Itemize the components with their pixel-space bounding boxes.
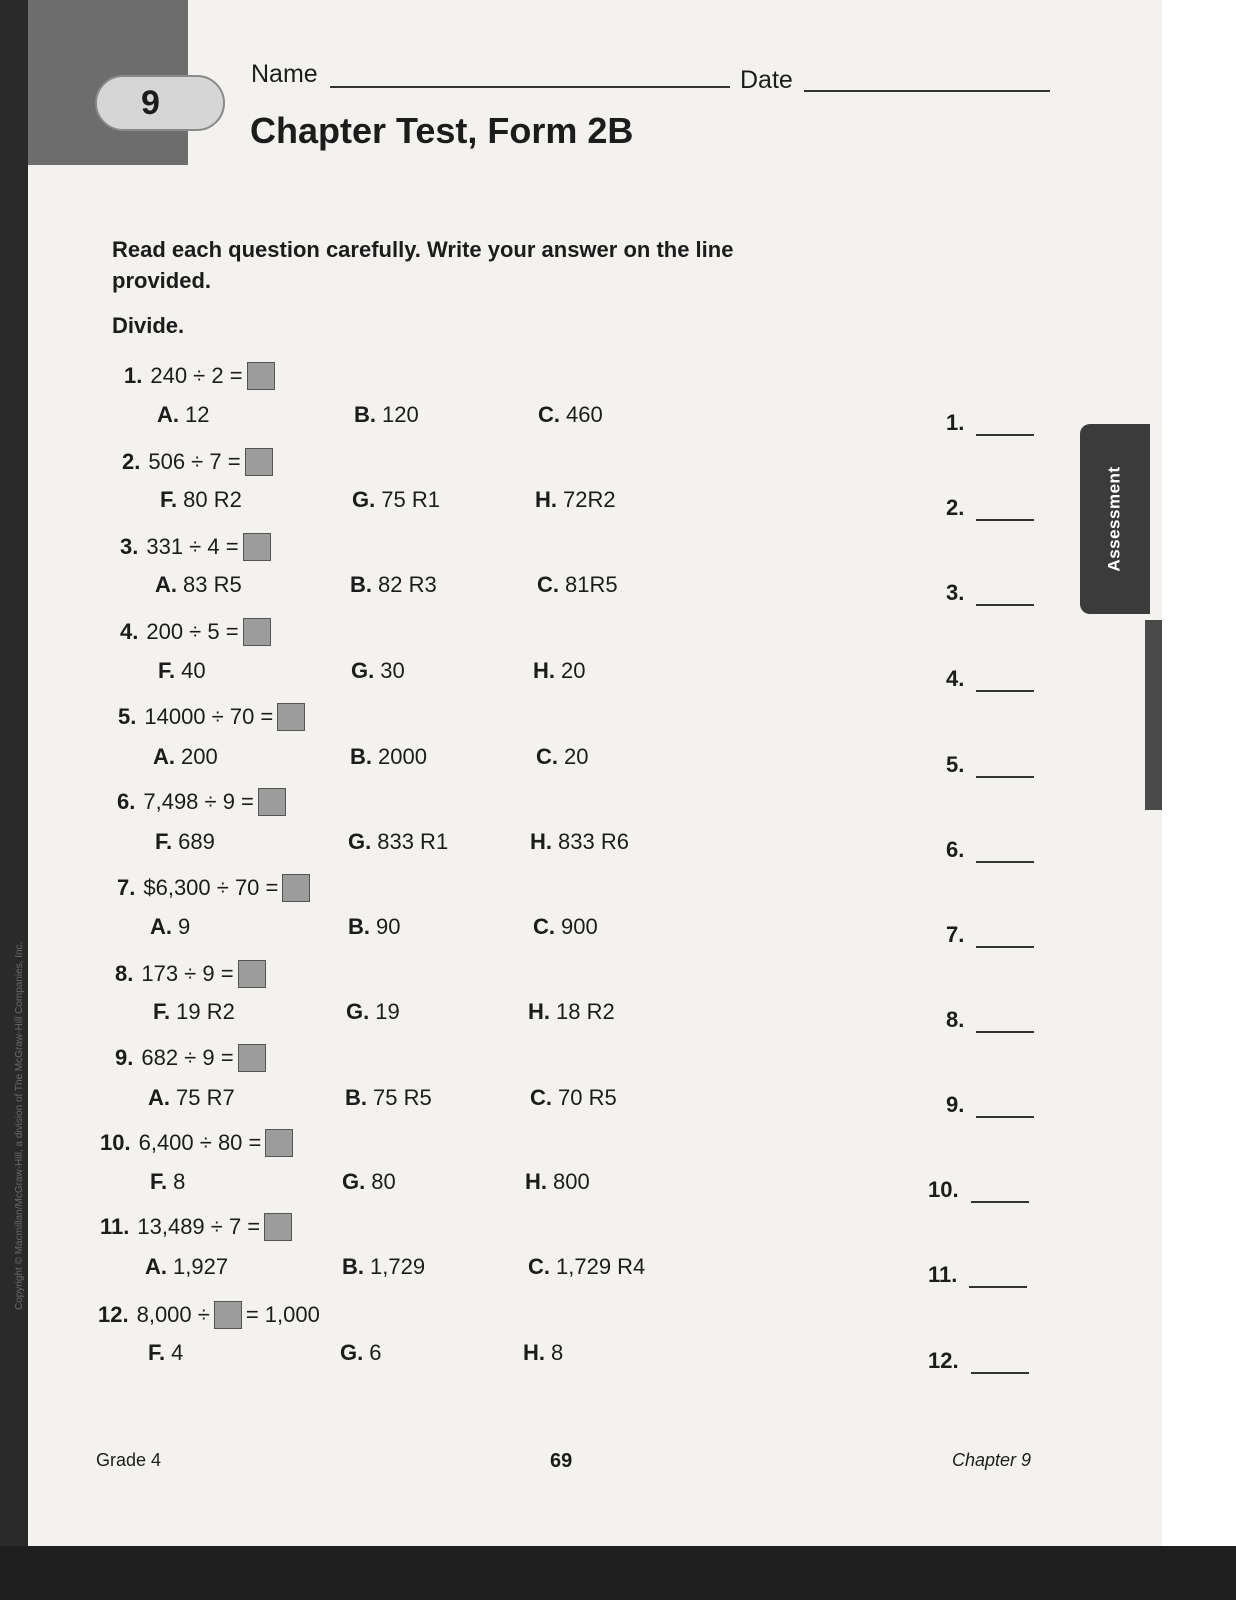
question-number: 10.: [100, 1130, 131, 1155]
choice-option[interactable]: [348, 829, 448, 855]
choice-option[interactable]: [538, 402, 603, 428]
question-expression: $6,300 ÷ 70 =: [143, 875, 279, 900]
question-7: [117, 874, 314, 902]
date-field[interactable]: [804, 90, 1050, 92]
choice-letter: C.: [528, 1254, 550, 1279]
choice-value: 120: [382, 402, 419, 427]
choice-option[interactable]: [536, 744, 588, 770]
choice-option[interactable]: [342, 1254, 425, 1280]
answer-line-6[interactable]: [946, 837, 1034, 863]
choice-value: 18 R2: [556, 999, 615, 1024]
answer-box-icon: [214, 1301, 242, 1329]
choice-option[interactable]: [153, 744, 218, 770]
choice-letter: G.: [346, 999, 370, 1024]
answer-line-2[interactable]: [946, 495, 1034, 521]
choice-letter: B.: [354, 402, 376, 427]
page-number: 69: [550, 1450, 573, 1472]
answer-blank[interactable]: [976, 1098, 1034, 1118]
answer-label: 1.: [946, 410, 965, 435]
question-number: 12.: [98, 1302, 129, 1327]
page-title: Chapter Test, Form 2B: [250, 110, 634, 151]
choice-value: 30: [380, 658, 405, 683]
question-expression: 173 ÷ 9 =: [141, 961, 234, 986]
page-bottom-edge: [0, 1546, 1236, 1600]
question-number: 8.: [115, 961, 134, 986]
question-9: [115, 1044, 270, 1072]
choice-letter: F.: [158, 658, 176, 683]
assessment-side-tab: [1080, 424, 1150, 614]
answer-line-7[interactable]: [946, 922, 1034, 948]
choice-option[interactable]: [533, 914, 598, 940]
choice-option[interactable]: [354, 402, 419, 428]
choice-option[interactable]: [523, 1340, 563, 1366]
choice-value: 72R2: [563, 487, 616, 512]
choice-value: 4: [171, 1340, 184, 1365]
answer-blank[interactable]: [976, 586, 1034, 606]
question-4: [120, 618, 275, 646]
question-number: 3.: [120, 534, 139, 559]
question-expression: 7,498 ÷ 9 =: [143, 789, 254, 814]
question-3: [120, 533, 275, 561]
choice-letter: B.: [342, 1254, 364, 1279]
choice-letter: F.: [150, 1169, 168, 1194]
choice-value: 460: [566, 402, 603, 427]
question-expression-end: = 1,000: [245, 1302, 320, 1327]
answer-blank[interactable]: [976, 1013, 1034, 1033]
answer-line-12[interactable]: [928, 1348, 1029, 1374]
answer-label: 6.: [946, 837, 965, 862]
choice-value: 70 R5: [558, 1085, 617, 1110]
choice-value: 833 R1: [377, 829, 449, 854]
answer-label: 12.: [928, 1348, 959, 1373]
chapter-number: 9: [141, 83, 160, 122]
choice-option[interactable]: [153, 999, 235, 1025]
question-5: [118, 703, 309, 731]
answer-label: 9.: [946, 1092, 965, 1117]
choice-letter: G.: [340, 1340, 364, 1365]
choice-option[interactable]: [160, 487, 242, 513]
answer-label: 2.: [946, 495, 965, 520]
choice-value: 900: [561, 914, 598, 939]
choice-letter: H.: [535, 487, 557, 512]
answer-blank[interactable]: [976, 843, 1034, 863]
choice-value: 1,729: [370, 1254, 426, 1279]
assessment-tab-label: Assessment: [1105, 466, 1125, 572]
answer-blank[interactable]: [971, 1183, 1029, 1203]
question-11: [100, 1213, 296, 1241]
answer-blank[interactable]: [976, 501, 1034, 521]
answer-box-icon: [238, 960, 266, 988]
question-number: 5.: [118, 704, 137, 729]
answer-box-icon: [245, 448, 273, 476]
question-1: [124, 362, 279, 390]
choice-letter: G.: [351, 658, 375, 683]
question-number: 9.: [115, 1045, 134, 1070]
choice-value: 19: [375, 999, 400, 1024]
name-label: Name: [251, 60, 318, 88]
choice-value: 8: [551, 1340, 564, 1365]
choice-value: 20: [561, 658, 586, 683]
choice-option[interactable]: [346, 999, 400, 1025]
choice-value: 82 R3: [378, 572, 437, 597]
choice-letter: H.: [523, 1340, 545, 1365]
choice-letter: C.: [538, 402, 560, 427]
answer-line-4[interactable]: [946, 666, 1034, 692]
choice-option[interactable]: [350, 744, 427, 770]
answer-box-icon: [282, 874, 310, 902]
answer-box-icon: [258, 788, 286, 816]
choice-value: 20: [564, 744, 589, 769]
choice-value: 75 R1: [381, 487, 440, 512]
choice-value: 80: [371, 1169, 396, 1194]
answer-box-icon: [238, 1044, 266, 1072]
question-number: 11.: [100, 1214, 130, 1239]
section-title: Divide.: [112, 313, 185, 338]
answer-blank[interactable]: [976, 416, 1034, 436]
question-number: 7.: [117, 875, 136, 900]
choice-letter: G.: [352, 487, 376, 512]
answer-box-icon: [243, 618, 271, 646]
instructions: Read each question carefully. Write your answer on the line provided.: [112, 237, 734, 293]
answer-line-10[interactable]: [928, 1177, 1029, 1203]
question-number: 1.: [124, 363, 143, 388]
answer-box-icon: [264, 1213, 292, 1241]
choice-value: 83 R5: [183, 572, 242, 597]
choice-option[interactable]: [348, 914, 400, 940]
choice-value: 40: [181, 658, 206, 683]
question-number: 2.: [122, 449, 141, 474]
choice-letter: H.: [530, 829, 552, 854]
answer-box-icon: [265, 1129, 293, 1157]
choice-value: 800: [553, 1169, 590, 1194]
choice-letter: B.: [350, 744, 372, 769]
choice-option[interactable]: [150, 1169, 185, 1195]
choice-option[interactable]: [155, 829, 215, 855]
choice-value: 90: [376, 914, 401, 939]
question-expression: 682 ÷ 9 =: [141, 1045, 234, 1070]
choice-letter: A.: [155, 572, 177, 597]
choice-option[interactable]: [148, 1085, 235, 1111]
choice-letter: A.: [148, 1085, 170, 1110]
choice-value: 200: [181, 744, 218, 769]
choice-letter: C.: [537, 572, 559, 597]
answer-line-8[interactable]: [946, 1007, 1034, 1033]
choice-letter: F.: [148, 1340, 166, 1365]
choice-value: 1,927: [173, 1254, 229, 1279]
answer-box-icon: [243, 533, 271, 561]
question-8: [115, 960, 270, 988]
choice-letter: A.: [145, 1254, 167, 1279]
choice-option[interactable]: [342, 1169, 396, 1195]
question-12: [98, 1301, 320, 1329]
page-edge: [1162, 0, 1236, 1600]
choice-option[interactable]: [528, 1254, 645, 1280]
choice-value: 75 R7: [176, 1085, 235, 1110]
choice-letter: G.: [342, 1169, 366, 1194]
question-6: [117, 788, 290, 816]
choice-option[interactable]: [350, 572, 437, 598]
choice-value: 12: [185, 402, 210, 427]
chapter-number-badge: [95, 75, 225, 131]
choice-value: 2000: [378, 744, 427, 769]
choice-option[interactable]: [145, 1254, 228, 1280]
choice-option[interactable]: [158, 658, 206, 684]
answer-box-icon: [247, 362, 275, 390]
choice-option[interactable]: [530, 1085, 617, 1111]
choice-letter: C.: [533, 914, 555, 939]
answer-line-11[interactable]: [928, 1262, 1027, 1288]
answer-label: 5.: [946, 752, 965, 777]
choice-letter: A.: [153, 744, 175, 769]
answer-blank[interactable]: [976, 928, 1034, 948]
question-10: [100, 1129, 297, 1157]
question-number: 4.: [120, 619, 139, 644]
answer-label: 10.: [928, 1177, 959, 1202]
choice-letter: B.: [345, 1085, 367, 1110]
choice-value: 19 R2: [176, 999, 235, 1024]
choice-letter: H.: [525, 1169, 547, 1194]
choice-option[interactable]: [157, 402, 209, 428]
footer-chapter: Chapter 9: [952, 1450, 1032, 1470]
question-expression: 200 ÷ 5 =: [146, 619, 239, 644]
question-expression: 6,400 ÷ 80 =: [138, 1130, 262, 1155]
question-number: 6.: [117, 789, 136, 814]
choice-value: 8: [173, 1169, 186, 1194]
answer-blank[interactable]: [976, 672, 1034, 692]
choice-letter: F.: [155, 829, 173, 854]
choice-value: 9: [178, 914, 191, 939]
answer-line-9[interactable]: [946, 1092, 1034, 1118]
answer-blank[interactable]: [976, 758, 1034, 778]
answer-blank[interactable]: [969, 1268, 1027, 1288]
answer-blank[interactable]: [971, 1354, 1029, 1374]
choice-option[interactable]: [150, 914, 190, 940]
choice-option[interactable]: [148, 1340, 183, 1366]
choice-option[interactable]: [530, 829, 629, 855]
choice-letter: B.: [348, 914, 370, 939]
copyright-notice: Copyright © Macmillan/McGraw-Hill, a division of The McGraw-Hill Companies, Inc.: [14, 941, 25, 1310]
choice-value: 689: [178, 829, 215, 854]
choice-letter: H.: [533, 658, 555, 683]
choice-value: 833 R6: [558, 829, 629, 854]
answer-box-icon: [277, 703, 305, 731]
choice-option[interactable]: [533, 658, 585, 684]
choice-value: 75 R5: [373, 1085, 432, 1110]
choice-letter: G.: [348, 829, 372, 854]
choice-option[interactable]: [528, 999, 615, 1025]
answer-label: 3.: [946, 580, 965, 605]
answer-label: 4.: [946, 666, 965, 691]
choice-option[interactable]: [345, 1085, 432, 1111]
question-2: [122, 448, 277, 476]
question-expression: 14000 ÷ 70 =: [144, 704, 274, 729]
choice-option[interactable]: [340, 1340, 381, 1366]
choice-letter: A.: [157, 402, 179, 427]
choice-value: 80 R2: [183, 487, 242, 512]
question-expression: 240 ÷ 2 =: [150, 363, 243, 388]
question-expression: 331 ÷ 4 =: [146, 534, 239, 559]
name-field[interactable]: [330, 86, 730, 88]
choice-letter: A.: [150, 914, 172, 939]
choice-letter: C.: [536, 744, 558, 769]
side-bar-decoration: [1145, 620, 1162, 810]
choice-letter: F.: [160, 487, 178, 512]
choice-option[interactable]: [535, 487, 616, 513]
answer-label: 8.: [946, 1007, 965, 1032]
choice-option[interactable]: [351, 658, 405, 684]
choice-letter: B.: [350, 572, 372, 597]
date-label: Date: [740, 66, 793, 94]
answer-label: 11.: [928, 1262, 958, 1287]
choice-value: 1,729 R4: [556, 1254, 646, 1279]
question-expression: 8,000 ÷: [136, 1302, 210, 1327]
answer-label: 7.: [946, 922, 965, 947]
choice-letter: C.: [530, 1085, 552, 1110]
choice-letter: H.: [528, 999, 550, 1024]
footer-grade: Grade 4: [96, 1450, 162, 1470]
choice-value: 6: [369, 1340, 382, 1365]
choice-option[interactable]: [352, 487, 440, 513]
choice-value: 81R5: [565, 572, 618, 597]
answer-line-3[interactable]: [946, 580, 1034, 606]
choice-option[interactable]: [155, 572, 242, 598]
answer-line-1[interactable]: [946, 410, 1034, 436]
answer-line-5[interactable]: [946, 752, 1034, 778]
question-expression: 506 ÷ 7 =: [148, 449, 241, 474]
choice-option[interactable]: [525, 1169, 590, 1195]
question-expression: 13,489 ÷ 7 =: [137, 1214, 261, 1239]
choice-option[interactable]: [537, 572, 618, 598]
choice-letter: F.: [153, 999, 171, 1024]
